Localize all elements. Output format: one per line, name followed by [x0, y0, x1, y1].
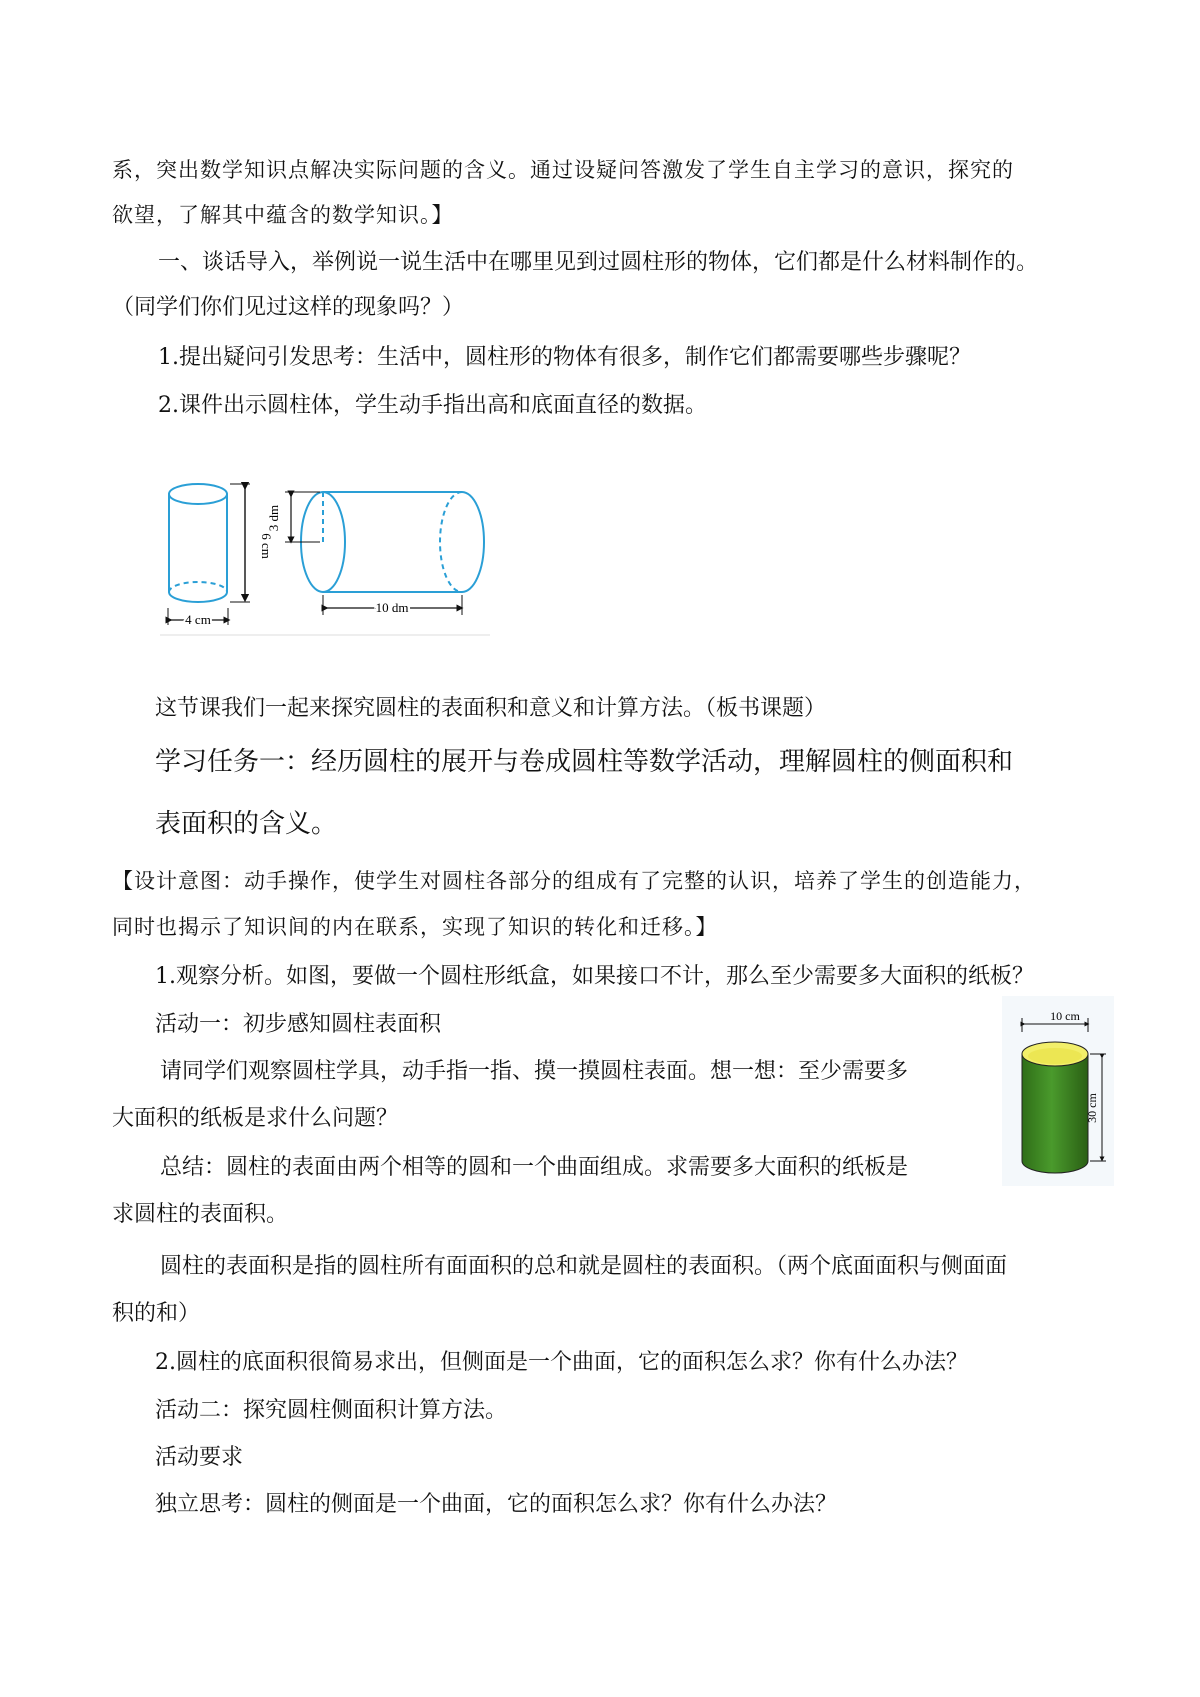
- paragraph-11: 活动一：初步感知圆柱表面积: [155, 1012, 442, 1037]
- paragraph-21: 独立思考：圆柱的侧面是一个曲面，它的面积怎么求？你有什么办法？: [155, 1492, 838, 1517]
- radius-label-3dm: 3 dm: [266, 504, 281, 532]
- paragraph-1: 系，突出数学知识点解决实际问题的含义。通过设疑问答激发了学生自主学习的意识，探究的: [112, 158, 1014, 182]
- learning-task-heading-line-2: 表面积的含义。: [155, 809, 338, 839]
- cylinder-figure-2: [1002, 996, 1114, 1186]
- height-label-6cm: 6 cm: [259, 533, 274, 559]
- learning-task-heading-line-1: 学习任务一：经历圆柱的展开与卷成圆柱等数学活动，理解圆柱的侧面积和: [155, 747, 1014, 777]
- paragraph-12: 请同学们观察圆柱学具，动手指一指、摸一摸圆柱表面。想一想：至少需要多: [160, 1059, 909, 1084]
- paragraph-5: 1.提出疑问引发思考：生活中，圆柱形的物体有很多，制作它们都需要哪些步骤呢？: [158, 345, 971, 370]
- vertical-cylinder: [169, 484, 227, 602]
- paragraph-17: 积的和）: [112, 1301, 201, 1326]
- paragraph-20: 活动要求: [155, 1445, 244, 1470]
- length-label-10dm: 10 dm: [375, 600, 409, 615]
- paragraph-10: 1.观察分析。如图，要做一个圆柱形纸盒，如果接口不计，那么至少需要多大面积的纸板？: [155, 964, 1034, 989]
- diameter-label-10cm: 10 cm: [1050, 1009, 1080, 1023]
- paragraph-2: 欲望，了解其中蕴含的数学知识。】: [112, 203, 454, 227]
- paragraph-14: 总结：圆柱的表面由两个相等的圆和一个曲面组成。求需要多大面积的纸板是: [160, 1155, 909, 1180]
- paragraph-19: 活动二：探究圆柱侧面积计算方法。: [155, 1398, 508, 1423]
- cylinder-figure-1: [160, 480, 500, 640]
- paragraph-8: 【设计意图：动手操作，使学生对圆柱各部分的组成有了完整的认识，培养了学生的创造能力，: [112, 869, 1036, 893]
- paragraph-3: 一、谈话导入，举例说一说生活中在哪里见到过圆柱形的物体，它们都是什么材料制作的。: [158, 250, 1039, 275]
- paragraph-9: 同时也揭示了知识间的内在联系，实现了知识的转化和迁移。】: [112, 915, 718, 939]
- paragraph-16: 圆柱的表面积是指的圆柱所有面面积的总和就是圆柱的表面积。（两个底面面积与侧面面: [160, 1254, 1008, 1279]
- paragraph-13: 大面积的纸板是求什么问题？: [112, 1106, 399, 1131]
- paragraph-6: 2.课件出示圆柱体，学生动手指出高和底面直径的数据。: [158, 393, 707, 418]
- cylinder-body: [1022, 1054, 1088, 1173]
- paragraph-18: 2.圆柱的底面积很简易求出，但侧面是一个曲面，它的面积怎么求？你有什么办法？: [155, 1350, 968, 1375]
- paragraph-15: 求圆柱的表面积。: [112, 1202, 289, 1227]
- diameter-label-4cm: 4 cm: [185, 612, 211, 627]
- paragraph-4: （同学们你们见过这样的现象吗？）: [112, 295, 465, 320]
- height-label-30cm: 30 cm: [1085, 1093, 1099, 1123]
- horizontal-cylinder: [301, 492, 484, 592]
- paragraph-7: 这节课我们一起来探究圆柱的表面积和意义和计算方法。（板书课题）: [155, 696, 827, 721]
